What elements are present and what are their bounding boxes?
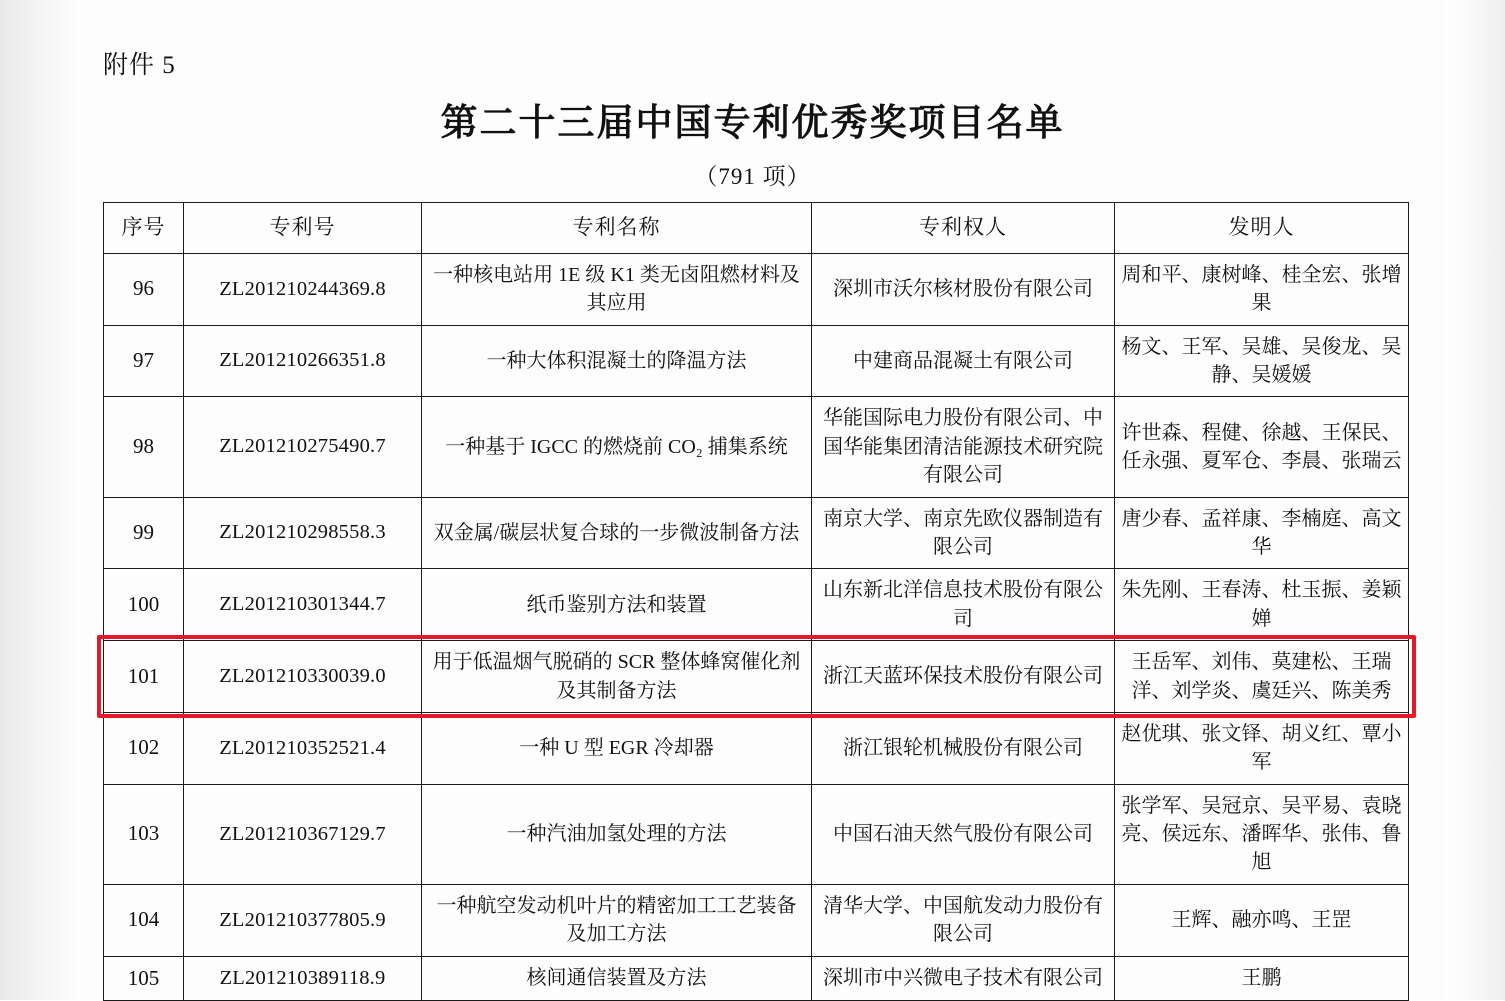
cell-serial-number: 96: [104, 253, 184, 325]
cell-serial-number: 104: [104, 884, 184, 956]
cell-patent-name: 纸币鉴别方法和装置: [422, 569, 812, 641]
cell-patent-owner: 浙江天蓝环保技术股份有限公司: [812, 641, 1115, 713]
cell-patent-owner: 中国石油天然气股份有限公司: [812, 784, 1115, 884]
table-header-row: [104, 203, 1409, 254]
page-title: 第二十三届中国专利优秀奖项目名单: [440, 100, 1065, 144]
column-header-owner: 专利权人: [812, 203, 1115, 254]
table-row: [104, 569, 1409, 641]
cell-patent-number: ZL201210244369.8: [184, 253, 422, 325]
column-header-no: 序号: [104, 203, 184, 254]
cell-patent-number: ZL201210389118.9: [184, 956, 422, 1001]
cell-serial-number: 99: [104, 497, 184, 569]
table-row: [104, 397, 1409, 497]
cell-inventors: 王岳军、刘伟、莫建松、王瑞洋、刘学炎、虞廷兴、陈美秀: [1115, 641, 1409, 713]
table-row: [104, 784, 1409, 884]
table-row: [104, 641, 1409, 713]
cell-serial-number: 98: [104, 397, 184, 497]
cell-serial-number: 101: [104, 641, 184, 713]
cell-serial-number: 97: [104, 325, 184, 397]
cell-patent-number: ZL201210275490.7: [184, 397, 422, 497]
cell-patent-name: 一种基于 IGCC 的燃烧前 CO₂ 捕集系统: [422, 397, 812, 497]
cell-inventors: 杨文、王军、吴雄、吴俊龙、吴静、吴媛媛: [1115, 325, 1409, 397]
cell-patent-owner: 华能国际电力股份有限公司、中国华能集团清洁能源技术研究院有限公司: [812, 397, 1115, 497]
table-row: [104, 325, 1409, 397]
table-row: [104, 497, 1409, 569]
cell-inventors: 王鹏: [1115, 956, 1409, 1001]
cell-patent-name: 核间通信装置及方法: [422, 956, 812, 1001]
cell-serial-number: 102: [104, 712, 184, 784]
cell-patent-number: ZL201210367129.7: [184, 784, 422, 884]
cell-serial-number: 105: [104, 956, 184, 1001]
cell-inventors: 赵优琪、张文铎、胡义红、覃小军: [1115, 712, 1409, 784]
cell-serial-number: 103: [104, 784, 184, 884]
cell-patent-name: 双金属/碳层状复合球的一步微波制备方法: [422, 497, 812, 569]
column-header-patent-number: 专利号: [184, 203, 422, 254]
cell-inventors: 张学军、吴冠京、吴平易、袁晓亮、侯远东、潘晖华、张伟、鲁旭: [1115, 784, 1409, 884]
cell-patent-number: ZL201210377805.9: [184, 884, 422, 956]
cell-patent-name: 一种大体积混凝土的降温方法: [422, 325, 812, 397]
attachment-label: 附件 5: [103, 52, 176, 79]
cell-patent-number: ZL201210352521.4: [184, 712, 422, 784]
cell-patent-number: ZL201210298558.3: [184, 497, 422, 569]
cell-inventors: 唐少春、孟祥康、李楠庭、高文华: [1115, 497, 1409, 569]
cell-patent-owner: 山东新北洋信息技术股份有限公司: [812, 569, 1115, 641]
cell-patent-number: ZL201210266351.8: [184, 325, 422, 397]
table-row: [104, 956, 1409, 1001]
cell-inventors: 王辉、融亦鸣、王罡: [1115, 884, 1409, 956]
cell-patent-owner: 深圳市中兴微电子技术有限公司: [812, 956, 1115, 1001]
cell-patent-owner: 浙江银轮机械股份有限公司: [812, 712, 1115, 784]
cell-patent-name: 一种汽油加氢处理的方法: [422, 784, 812, 884]
cell-patent-owner: 深圳市沃尔核材股份有限公司: [812, 253, 1115, 325]
cell-patent-number: ZL201210301344.7: [184, 569, 422, 641]
patent-list-table: [103, 202, 1409, 1001]
item-count-subtitle: （791 项）: [694, 164, 811, 189]
column-header-patent-name: 专利名称: [422, 203, 812, 254]
cell-inventors: 许世森、程健、徐越、王保民、任永强、夏军仓、李晨、张瑞云: [1115, 397, 1409, 497]
table-row: [104, 712, 1409, 784]
cell-serial-number: 100: [104, 569, 184, 641]
cell-patent-owner: 中建商品混凝土有限公司: [812, 325, 1115, 397]
cell-patent-number: ZL201210330039.0: [184, 641, 422, 713]
cell-patent-name: 用于低温烟气脱硝的 SCR 整体蜂窝催化剂及其制备方法: [422, 641, 812, 713]
cell-inventors: 朱先刚、王春涛、杜玉振、姜颖婵: [1115, 569, 1409, 641]
table-row: [104, 884, 1409, 956]
cell-patent-name: 一种核电站用 1E 级 K1 类无卤阻燃材料及其应用: [422, 253, 812, 325]
cell-patent-owner: 南京大学、南京先欧仪器制造有限公司: [812, 497, 1115, 569]
cell-patent-name: 一种航空发动机叶片的精密加工工艺装备及加工方法: [422, 884, 812, 956]
cell-patent-owner: 清华大学、中国航发动力股份有限公司: [812, 884, 1115, 956]
column-header-inventors: 发明人: [1115, 203, 1409, 254]
cell-inventors: 周和平、康树峰、桂全宏、张增果: [1115, 253, 1409, 325]
table-row: [104, 253, 1409, 325]
cell-patent-name: 一种 U 型 EGR 冷却器: [422, 712, 812, 784]
